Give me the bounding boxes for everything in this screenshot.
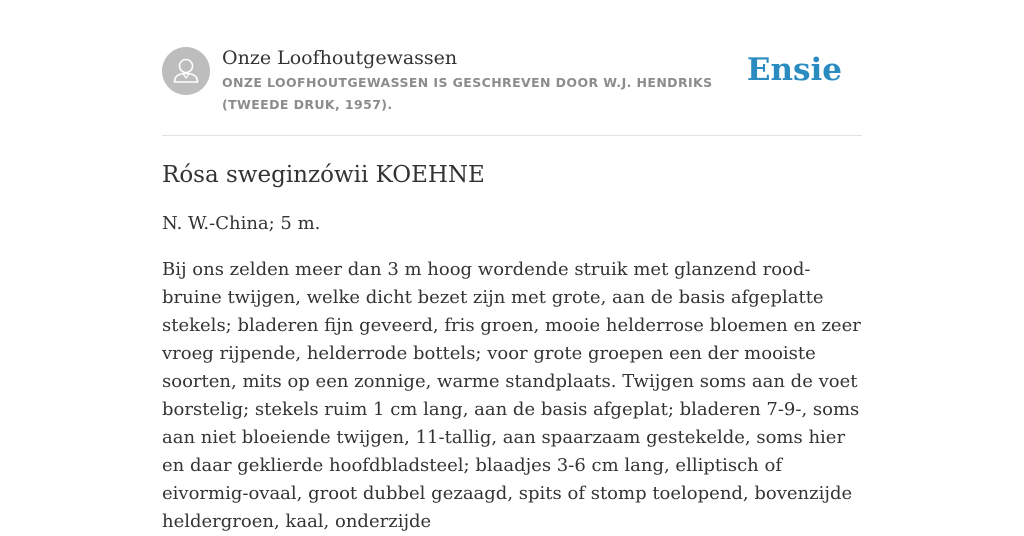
source-description: ONZE LOOFHOUTGEWASSEN IS GESCHREVEN DOOR W.J. HENDRIKS (TWEEDE DRUK, 1957). — [222, 75, 713, 112]
entry-title: Rósa sweginzówii KOEHNE — [162, 162, 485, 188]
avatar[interactable] — [162, 47, 210, 95]
header-divider — [162, 135, 862, 136]
source-header — [162, 44, 862, 135]
article — [162, 158, 862, 536]
brand-logo[interactable]: Ensie — [746, 52, 842, 88]
source-title[interactable]: Onze Loofhoutgewassen — [222, 47, 458, 69]
user-icon — [162, 47, 210, 95]
entry-subtitle: N. W.-China; 5 m. — [162, 213, 321, 234]
entry-body: Bij ons zelden meer dan 3 m hoog wordende struik met glanzend rood-bruine twijgen, welke dicht bezet zijn met grote, aan de basis afgeplatte stekels; bladeren fijn geveerd, fris groen, mooie helderrose bloemen en zeer vroeg rijpende, helderrode bottels; voor grote groepen een der mooiste soorten, mits op een zonnige, warme standplaats. Twijgen soms aan de voet borstelig; stekels ruim 1 cm lang, aan de basis afgeplat; bladeren 7-9-, soms aan niet bloeiende twijgen, 11-tallig, aan spaarzaam gestekelde, soms hier en daar geklierde hoofdbladsteel; blaadjes 3-6 cm lang, elliptisch of eivormig-ovaal, groot dubbel gezaagd, spits of stomp toelopend, bovenzijde heldergroen, kaal, onderzijde — [162, 259, 861, 532]
